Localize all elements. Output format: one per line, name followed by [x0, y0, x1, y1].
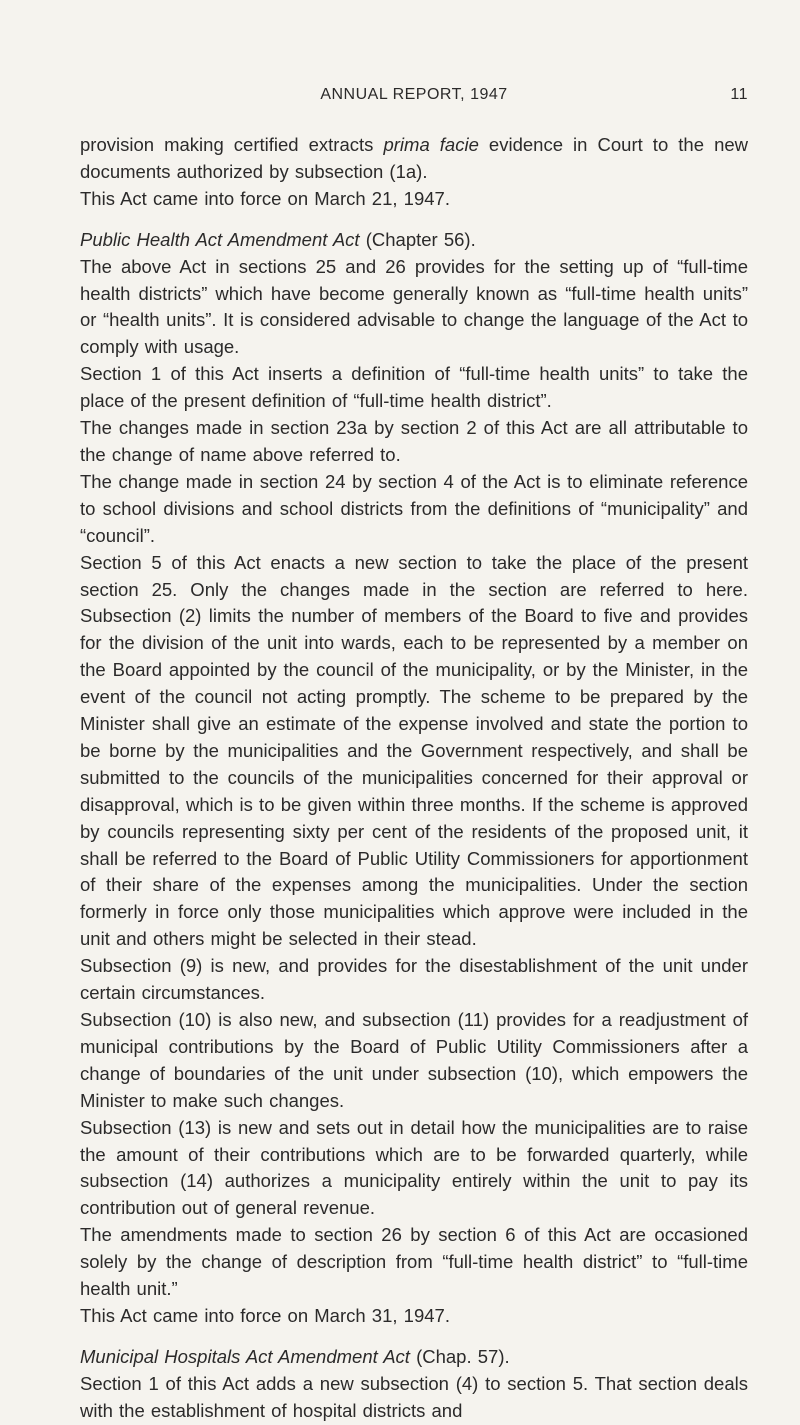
heading-chapter: (Chapter 56).: [359, 228, 476, 250]
header-title: ANNUAL REPORT, 1947: [320, 86, 508, 103]
paragraph: provision making certified extracts prima facie evidence in Court to the new documents authorized by subsection (1a).: [80, 134, 749, 182]
paragraph: This Act came into force on March 31, 1947.: [80, 1304, 450, 1326]
paragraph: The changes made in section 23a by section 2 of this Act are all attributable to the change of name above referred to.: [80, 417, 748, 465]
paragraph: The above Act in sections 25 and 26 provides for the setting up of “full-time health districts” which have become generally known as “full-time health units” or “health units”. It is considered advisable to change the language of the Act to comply with usage.: [80, 255, 748, 358]
heading-chapter: (Chap. 57).: [409, 1345, 510, 1367]
paragraph: Subsection (10) is also new, and subsection (11) provides for a readjustment of municipal contributions by the Board of Public Utility Commissioners after a change of boundaries of the unit under subsection (10), which empowers the Minister to make such changes.: [80, 1009, 748, 1111]
section-heading: [80, 1344, 748, 1371]
paragraph: Section 5 of this Act enacts a new section to take the place of the present section 25. Only the changes made in the section are referred to here. Subsection (2) limits the number of members of the Board to five and provides for the division of the unit into wards, each to be represented by a member on the Board appointed by the council of the municipality, or by the Minister, in the event of the council not acting promptly. The scheme to be prepared by the Minister shall give an estimate of the expense involved and state the portion to be borne by the municipalities and the Government respectively, and shall be submitted to the councils of the municipalities concerned for their approval or disapproval, which is to be given within three months. If the scheme is approved by councils representing sixty per cent of the residents of the proposed unit, it shall be referred to the Board of Public Utility Commissioners for apportionment of their share of the expenses among the municipalities. Under the section formerly in force only those municipalities which approve were included in the unit and others might be selected in their stead.: [80, 551, 748, 950]
heading-title: Municipal Hospitals Act Amendment Act: [80, 1345, 410, 1367]
running-header: [80, 86, 748, 110]
section-heading: [80, 227, 748, 254]
heading-title: Public Health Act Amendment Act: [80, 228, 360, 250]
paragraph: The amendments made to section 26 by section 6 of this Act are occasioned solely by the change of description from “full-time health district” to “full-time health unit.”: [80, 1224, 748, 1300]
paragraph: Section 1 of this Act adds a new subsection (4) to section 5. That section deals with the establishment of hospital districts and: [80, 1372, 748, 1421]
paragraph: The change made in section 24 by section 4 of the Act is to eliminate reference to school divisions and school districts from the definitions of “municipality” and “council”.: [80, 470, 748, 546]
body-text: [80, 132, 748, 1425]
paragraph: Subsection (9) is new, and provides for the disestablishment of the unit under certain circumstances.: [80, 955, 748, 1004]
page-number: 11: [730, 86, 748, 103]
paragraph: Subsection (13) is new and sets out in detail how the municipalities are to raise the amount of their contributions which are to be forwarded quarterly, while subsection (14) authorizes a municipality entirely within the unit to pay its contribution out of general revenue.: [80, 1116, 748, 1219]
paragraph: This Act came into force on March 21, 1947.: [80, 187, 450, 209]
latin-phrase: prima facie: [383, 134, 479, 155]
paragraph: Section 1 of this Act inserts a definition of “full-time health units” to take the place of the present definition of “full-time health district”.: [80, 363, 748, 412]
